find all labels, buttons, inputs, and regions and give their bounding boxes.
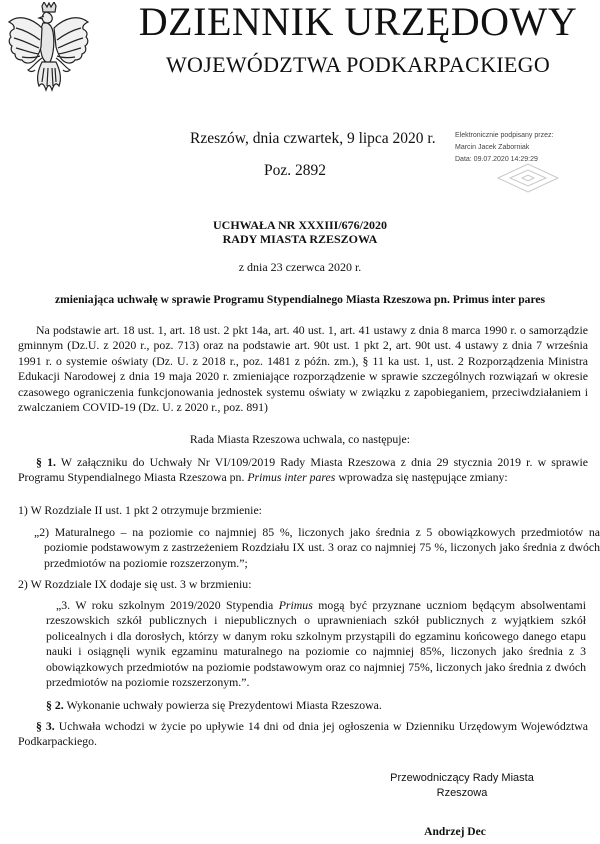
section-2-mark: § 2.: [46, 698, 64, 712]
gazette-title: DZIENNIK URZĘDOWY: [138, 0, 578, 44]
coat-of-arms-eagle-icon: [6, 2, 92, 100]
resolution-number: UCHWAŁA NR XXXIII/676/2020: [212, 218, 388, 232]
section-3-mark: § 3.: [36, 719, 55, 733]
signature-stamp-icon: [488, 158, 568, 198]
section-1-paragraph: [18, 455, 588, 486]
section-3-text: Uchwała wchodzi w życie po upływie 14 dni od dnia jej ogłoszenia w Dzienniku Urzędowym Województwa Podkarpackiego.: [18, 719, 588, 749]
resolution-date: z dnia 23 czerwca 2020 r.: [238, 260, 362, 274]
resolution-title: [0, 218, 600, 246]
amendment-1-intro: 1) W Rozdziale II ust. 1 pkt 2 otrzymuje brzmienie:: [18, 503, 262, 517]
issue-dateline: Rzeszów, dnia czwartek, 9 lipca 2020 r.: [190, 130, 436, 147]
section-3-paragraph: [18, 719, 588, 750]
amendment-1-text: „2) Maturalnego – na poziomie co najmniej 85 %, liczonych jako średnia z 5 obowiązkowych przedmiotów na poziomie podstawowym z zastrzeżeniem Rozdziału IX ust. 3 oraz co najmniej 75 %, liczonych jako średnia z dwóch przedmiotów na poziomie rozszerzonym.”;: [34, 525, 600, 570]
section-2-text: Wykonanie uchwały powierza się Prezydentowi Miasta Rzeszowa.: [63, 698, 382, 712]
amendment-2-text: [46, 598, 586, 690]
signatory-role-line-1: Przewodniczący Rady Miasta: [390, 772, 534, 784]
amendment-2-intro: 2) W Rozdziale IX dodaje się ust. 3 w brzmieniu:: [18, 577, 252, 591]
amendment-2-text-a: „3. W roku szkolnym 2019/2020 Stypendia: [56, 598, 279, 612]
signatory-role-line-2: Rzeszowa: [436, 787, 488, 799]
section-1-mark: § 1.: [36, 455, 56, 469]
signatory-role: [362, 771, 562, 801]
gazette-subtitle: WOJEWÓDZTWA PODKARPACKIEGO: [165, 52, 551, 77]
resolution-issuer: RADY MIASTA RZESZOWA: [222, 232, 378, 246]
esign-line-1: Elektronicznie podpisany przez:: [455, 132, 554, 139]
esign-signer: Marcin Jacek Zaborniak: [455, 144, 530, 151]
amendment-2-text-b: mogą być przyznane uczniom będącym absolwentami rzeszowskich szkół publicznych i niepublicznych o uprawnieniach szkół publicznych z wyjątkiem szkół policealnych i dla dorosłych, którzy w danym roku szkolnym przystąpili do egzaminu końcowego danego etapu nauki i osiągnęli wynik egzaminu maturalnego na poziomie co najmniej 85%, liczonych jako średnia z 3 obowiązkowych przedmiotów na poziomie podstawowym oraz co najmniej 75%, liczonych jako średnia z dwóch przedmiotów na poziomie rozszerzonym.”.: [46, 598, 586, 690]
section-1-text-a: W załączniku do Uchwały Nr VI/109/2019 Rady Miasta Rzeszowa z dnia 29 stycznia 2019 r. w sprawie Programu Stypendialnego Miasta Rzeszowa pn.: [18, 455, 588, 485]
legal-basis-paragraph: Na podstawie art. 18 ust. 1, art. 18 ust. 2 pkt 14a, art. 40 ust. 1, art. 41 ustawy z dnia 8 marca 1990 r. o samorządzie gminnym (Dz.U. z 2020 r., poz. 713) oraz na podstawie art. 90t ust. 1 pkt 2, art. 90t ust. 4 ustawy z dnia 7 września 1991 r. o systemie oświaty (Dz. U. z 2018 r., poz. 1481 z późn. zm.), § 11 ka ust. 1, ust. 2 Rozporządzenia Ministra Edukacji Narodowej z dnia 19 maja 2020 r. zmieniające rozporządzenie w sprawie szczególnych rozwiązań w okresie czasowego ograniczenia funkcjonowania jednostek systemu oświaty w związku z zapobieganiem, przeciwdziałaniem i zwalczaniem COVID-19 (Dz. U. z 2020 r., poz. 891): [18, 323, 588, 415]
primus-italic: Primus: [278, 598, 313, 612]
resolution-subject: zmieniająca uchwałę w sprawie Programu Stypendialnego Miasta Rzeszowa pn. Primus inter pares: [54, 293, 546, 306]
council-decision-line: Rada Miasta Rzeszowa uchwala, co następuje:: [189, 432, 411, 446]
section-2-paragraph: [46, 698, 586, 713]
section-1-text-b: wprowadza się następujące zmiany:: [335, 470, 508, 485]
esign-date: Data: 09.07.2020 14:29:29: [455, 156, 538, 163]
signatory-name: Andrzej Dec: [424, 826, 486, 838]
position-number: Poz. 2892: [264, 162, 326, 179]
program-name-italic: Primus inter pares: [247, 470, 336, 485]
